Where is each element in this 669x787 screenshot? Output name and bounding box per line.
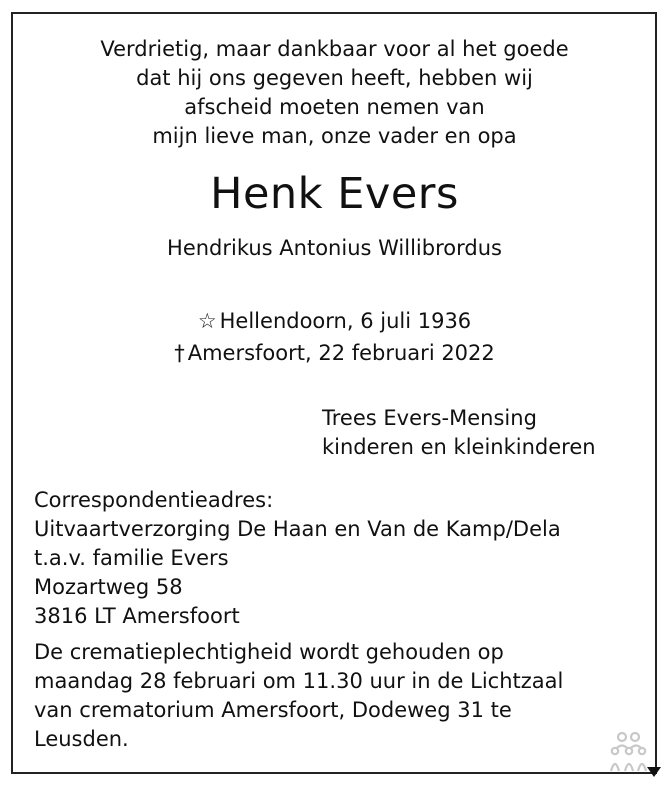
deceased-name: Henk Evers — [210, 169, 459, 219]
birth-text: Hellendoorn, 6 juli 1936 — [219, 309, 472, 333]
triangle-down-icon[interactable] — [645, 765, 663, 779]
ceremony-line-1: De crematieplechtigheid wordt gehouden op — [34, 640, 504, 664]
intro-line-2: dat hij ons gegeven heeft, hebben wij — [136, 66, 533, 90]
death-text: Amersfoort, 22 februari 2022 — [187, 341, 495, 365]
correspondence-heading: Correspondentieadres: — [34, 488, 274, 512]
full-names: Hendrikus Antonius Willibrordus — [167, 236, 502, 260]
family-figures-icon — [609, 729, 649, 773]
signed-by-line-2: kinderen en kleinkinderen — [322, 435, 596, 459]
ceremony-line-2: maandag 28 februari om 11.30 uur in de Lichtzaal — [34, 669, 564, 693]
star-icon: ☆ — [197, 309, 217, 333]
birth-line — [0, 307, 669, 336]
correspondence-line-2: t.a.v. familie Evers — [34, 546, 229, 570]
cross-icon: † — [174, 341, 185, 365]
intro-line-3: afscheid moeten nemen van — [184, 95, 485, 119]
death-line — [0, 339, 669, 368]
correspondence-line-4: 3816 LT Amersfoort — [34, 604, 240, 628]
correspondence-line-1: Uitvaartverzorging De Haan en Van de Kamp/Dela — [34, 517, 561, 541]
ceremony-line-4: Leusden. — [34, 727, 129, 751]
ceremony-line-3: van crematorium Amersfoort, Dodeweg 31 te — [34, 698, 512, 722]
signed-by-line-1: Trees Evers-Mensing — [322, 406, 537, 430]
intro-line-4: mijn lieve man, onze vader en opa — [152, 124, 517, 148]
correspondence-line-3: Mozartweg 58 — [34, 575, 183, 599]
intro-line-1: Verdrietig, maar dankbaar voor al het goede — [100, 37, 569, 61]
